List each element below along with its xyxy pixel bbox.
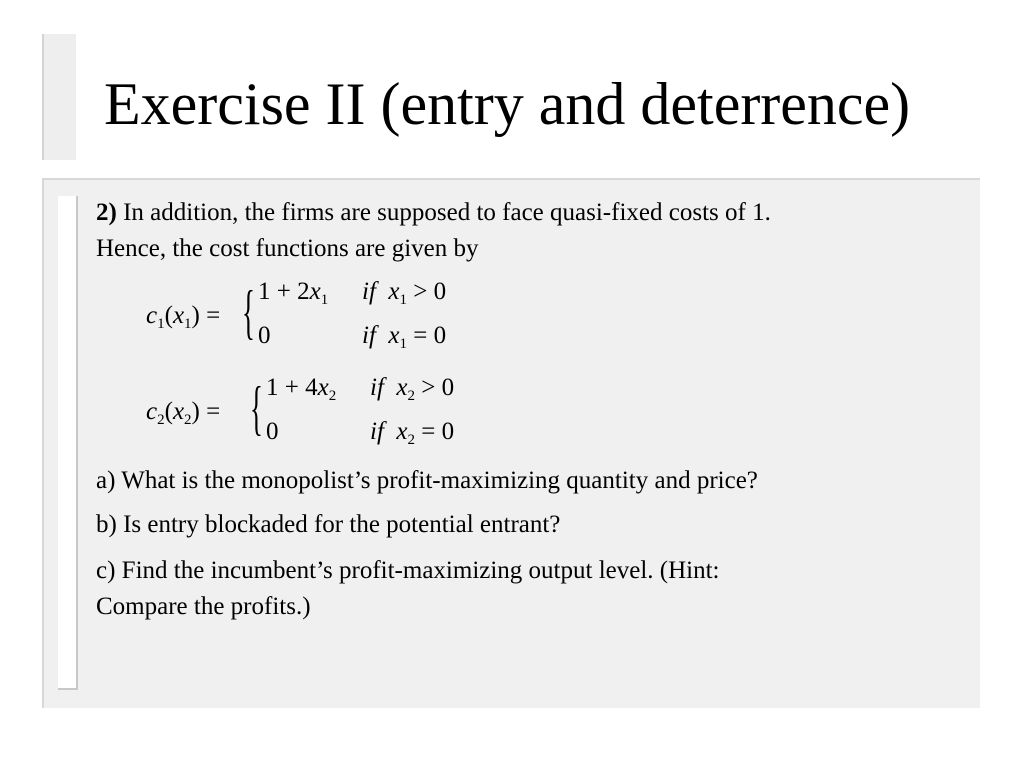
cost-function-2-case-2: 0 [266, 418, 279, 445]
slide-title: Exercise II (entry and deterrence) [104, 71, 911, 137]
cost-function-1-cond-2: if $x_1 = 0$ [362, 322, 447, 352]
title-accent-bar [42, 34, 76, 160]
intro-text-1: In addition, the firms are supposed to face quasi-fixed costs of 1. [116, 199, 771, 226]
cost-function-2-lhs: $c_2(x_2)$ = [146, 398, 221, 428]
question-c-line-1: c) Find the incumbent’s profit-maximizing output level. (Hint: [96, 557, 720, 584]
cost-function-2-brace: { [250, 375, 263, 441]
cost-function-1-lhs: $c_1(x_1)$ = [146, 302, 221, 332]
question-a: a) What is the monopolist’s profit-maximizing quantity and price? [96, 467, 758, 494]
cost-function-1-case-1: $1 + 2x_1$ [258, 278, 329, 308]
cost-function-2-case-1: $1 + 4x_2$ [266, 374, 337, 404]
content-panel-strip [58, 196, 78, 690]
cost-function-1-cond-1: if $x_1 > 0$ [362, 278, 447, 308]
question-c-line-2: Compare the profits.) [96, 593, 311, 620]
question-b: b) Is entry blockaded for the potential entrant? [96, 511, 561, 538]
cost-function-1-case-2: 0 [258, 322, 271, 349]
intro-line-1 [96, 195, 771, 231]
cost-function-2-cond-2: if $x_2 = 0$ [370, 418, 455, 448]
problem-number: 2) [96, 199, 117, 226]
intro-line-2: Hence, the cost functions are given by [96, 235, 479, 262]
cost-function-1 [146, 276, 486, 360]
cost-function-1-brace: { [242, 279, 255, 345]
cost-function-2-cond-1: if $x_2 > 0$ [370, 374, 455, 404]
cost-function-2 [146, 372, 486, 456]
